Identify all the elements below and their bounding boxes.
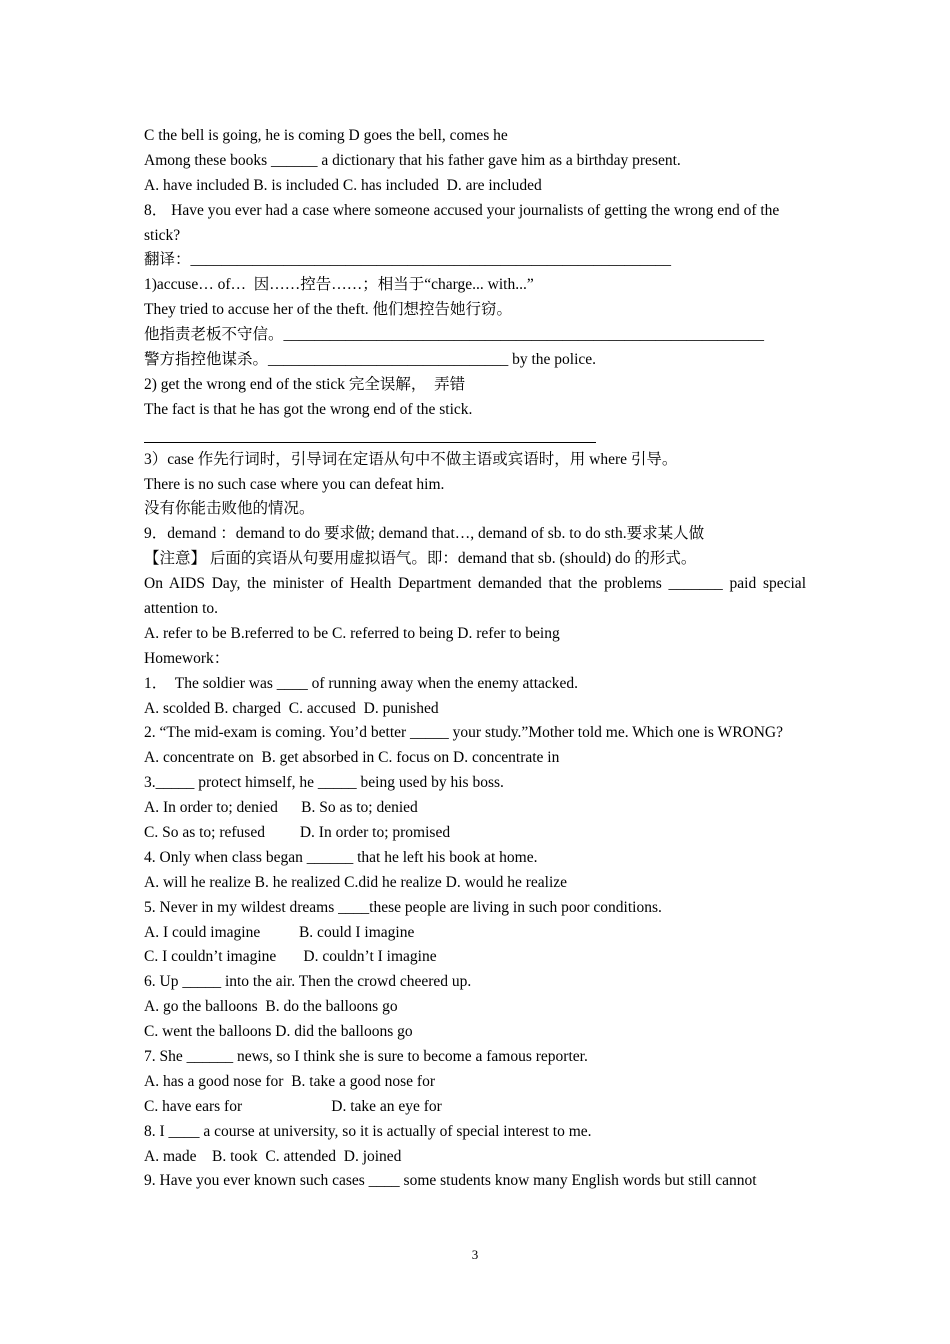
text-line: C. I couldn’t imagine D. couldn’t I imagine [144,948,437,966]
text-line: C. So as to; refused D. In order to; promised [144,824,451,842]
text-line: C the bell is going, he is coming D goes the bell, comes he [144,127,508,144]
text-line: 9．demand ：demand to do 要求做; demand that…, demand of sb. to do sth.要求某人做 [144,525,705,543]
text-line: 8. I ____ a course at university, so it is actually of special interest to me. [144,1122,592,1140]
text-line: There is no such case where you can defeat him. [144,475,445,493]
text-line: A. will he realize B. he realized C.did he realize D. would he realize [144,873,568,891]
text-line: 2) get the wrong end of the stick 完全误解， 弄错 [144,375,466,393]
text-line: 他指责老板不守信。______________________________________________________________ [144,326,765,344]
text-line: C. went the balloons D. did the balloons go [144,1023,413,1041]
text-line: The fact is that he has got the wrong end of the stick. [144,400,473,418]
text-line: A. I could imagine B. could I imagine [144,923,415,941]
text-line: A. has a good nose for B. take a good nose for [144,1072,435,1090]
text-line: 1)accuse… of… 因……控告……；相当于“charge... with...” [144,276,534,294]
page-content [144,124,806,1194]
underline-rule [144,442,596,443]
text-line: A. refer to be B.referred to be C. referred to being D. refer to being [144,624,560,642]
text-line: A. made B. took C. attended D. joined [144,1147,402,1165]
text-line: 6. Up _____ into the air. Then the crowd cheered up. [144,973,472,991]
text-line: 3._____ protect himself, he _____ being used by his boss. [144,774,504,792]
text-line: 没有你能击败他的情况。 [144,500,315,518]
page-number: 3 [471,1247,479,1262]
text-line: 【注意】 后面的宾语从句要用虚拟语气。即：demand that sb. (should) do 的形式。 [144,550,697,568]
text-line: 5. Never in my wildest dreams ____these people are living in such poor conditions. [144,898,662,916]
text-line: A. have included B. is included C. has included D. are included [144,176,542,194]
text-line: A. concentrate on B. get absorbed in C. focus on D. concentrate in [144,749,560,767]
text-paragraph: On AIDS Day, the minister of Health Department demanded that the problems _______ paid special attention to. [144,575,806,617]
text-line: They tried to accuse her of the theft. 他们想控告她行窃。 [144,301,513,319]
text-line: C. have ears for D. take an eye for [144,1097,442,1115]
text-line: A. In order to; denied B. So as to; denied [144,799,418,817]
text-line: Homework： [144,649,230,667]
text-line: Among these books ______ a dictionary that his father gave him as a birthday present. [144,151,681,169]
text-line: 翻译：______________________________________________________________ [144,251,672,269]
text-line: 7. She ______ news, so I think she is sure to become a famous reporter. [144,1048,588,1066]
text-line: 警方指控他谋杀。_______________________________ by the police. [144,351,597,369]
text-line: 3）case 作先行词时，引导词在定语从句中不做主语或宾语时，用 where 引导。 [144,450,678,468]
text-paragraph: 8． Have you ever had a case where someone accused your journalists of getting the wrong end of the stick? [144,201,780,244]
text-line: 9. Have you ever known such cases ____ some students know many English words but still cannot [144,1172,757,1190]
text-line: 1． The soldier was ____ of running away when the enemy attacked. [144,674,579,692]
answer-blank-line [144,423,806,448]
text-line: A. scolded B. charged C. accused D. punished [144,699,439,717]
text-paragraph: 2. “The mid-exam is coming. You’d better _____ your study.”Mother told me. Which one is WRONG? [144,724,783,742]
text-line: 4. Only when class began ______ that he left his book at home. [144,848,538,866]
text-line: A. go the balloons B. do the balloons go [144,998,398,1016]
